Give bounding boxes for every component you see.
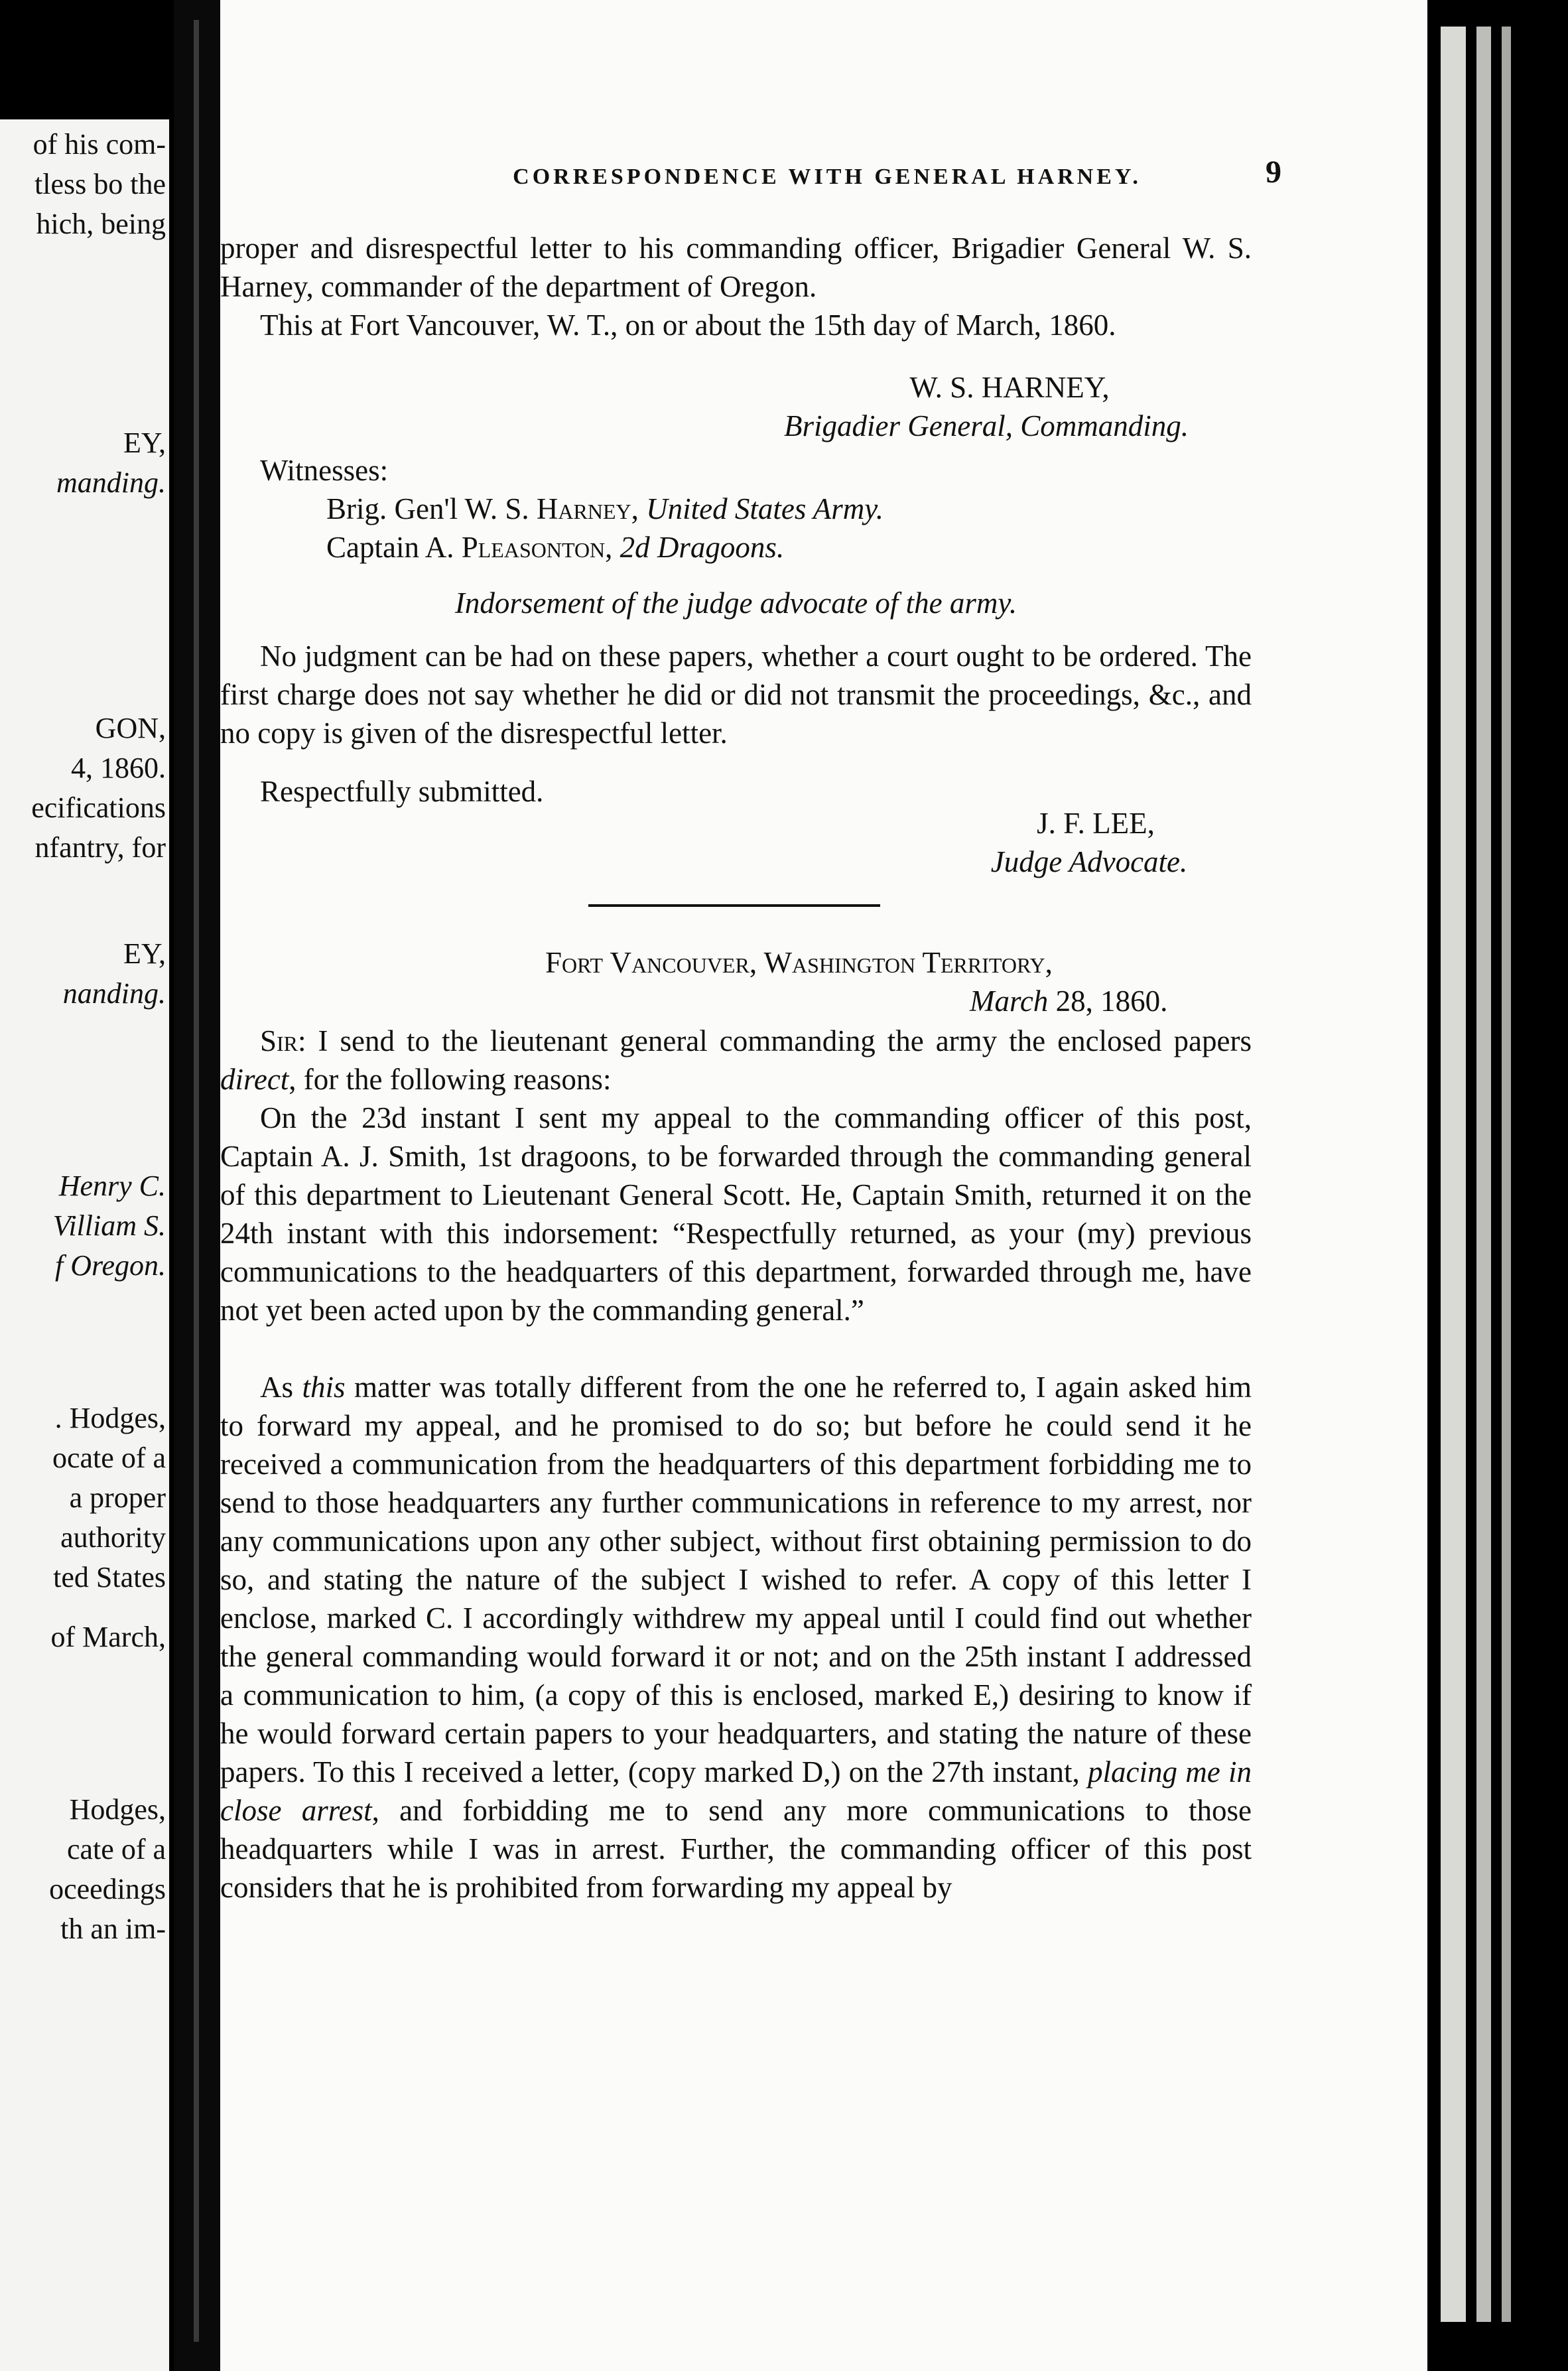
facing-page-text-fragment: GON, [95, 712, 166, 744]
indorsement-body [220, 637, 1252, 752]
salutation: Sir: [260, 1024, 306, 1057]
facing-page-text-fragment: manding. [56, 466, 166, 499]
running-head: CORRESPONDENCE WITH GENERAL HARNEY. [513, 165, 1142, 189]
letter-date [970, 982, 1167, 1020]
facing-page-text-fragment: hich, being [36, 208, 166, 240]
witness2-unit: 2d Dragoons. [620, 531, 785, 564]
witness-line-2 [326, 528, 784, 567]
letter-place: Fort Vancouver, Washington Territory, [545, 946, 1053, 979]
facing-page-text-fragment: nfantry, for [34, 831, 166, 864]
text-para1: proper and disrespectful letter to his commanding officer, Brigadier General W. S. Harney, commander of the department of Oregon. [220, 232, 1252, 303]
facing-page-text-fragment: of March, [50, 1621, 166, 1653]
signature-harney-name: W. S. HARNEY, [909, 371, 1110, 404]
witnesses-label: Witnesses: [260, 454, 389, 487]
facing-page-text-fragment: Hodges, [69, 1793, 166, 1826]
facing-page-text-fragment: . Hodges, [54, 1402, 166, 1434]
witness1-surname: Harney [536, 492, 631, 525]
p3-text-e: , and forbidding me to send any more communications to those headquarters while I was in arrest. Further, the commanding officer of this post considers that he is prohibited from forwarding my appeal by [220, 1794, 1252, 1904]
facing-page-text-fragment: ocate of a [52, 1442, 166, 1474]
facing-page-text-fragment: tless bo the [34, 168, 166, 200]
facing-page-text-fragment: f Oregon. [54, 1249, 166, 1282]
section-divider [588, 904, 880, 907]
facing-page-text-fragment: a proper [69, 1481, 166, 1514]
witness-line-1 [326, 490, 883, 528]
indorsement-heading: Indorsement of the judge advocate of the army. [454, 586, 1017, 620]
letter-paragraph-2 [220, 1099, 1252, 1329]
witness2-surname: Pleasonton [461, 531, 606, 564]
letter-paragraph-3 [220, 1368, 1252, 1907]
witness2-rank: Captain A. [326, 531, 462, 564]
witness2-sep: , [605, 531, 620, 564]
p1-text-c: , for the following reasons: [289, 1063, 612, 1096]
signature-lee-title: Judge Advocate. [990, 845, 1188, 878]
indorsement-text: No judgment can be had on these papers, whether a court ought to be ordered. The first charge does not say whether he did or did not transmit the proceedings, &c., and no copy is given of the disrespectful letter. [220, 640, 1252, 750]
letter-paragraph-1 [220, 1022, 1252, 1099]
paragraph-place-date [220, 306, 1252, 344]
paragraph-proper-letter [220, 229, 1252, 306]
p2-text: On the 23d instant I sent my appeal to the commanding officer of this post, Captain A. J. Smith, 1st dragoons, to be forwarded through the commanding general of this department to Lieutenant General Scott. He, Captain Smith, returned it on the 24th instant with this indorsement: “Respectfully returned, as your (my) previous communications to the headquarters of this department, forwarded through me, have not yet been acted upon by the commanding general.” [220, 1101, 1252, 1327]
letter-date-rest: 28, 1860. [1048, 984, 1168, 1018]
page-edge-strip-2 [1476, 27, 1491, 2322]
facing-page-text-fragment: oceedings [49, 1873, 166, 1905]
witness1-rank: Brig. Gen'l W. S. [326, 492, 537, 525]
witness1-sep: , [631, 492, 647, 525]
letter-date-month: March [970, 984, 1049, 1018]
page-number: 9 [1266, 155, 1281, 190]
page-edge-strip-3 [1502, 27, 1511, 2322]
p3-text-close-arrest: placing me in close arrest [220, 1755, 1252, 1827]
page-edge-background [1427, 0, 1568, 2371]
indorsement-closing: Respectfully submitted. [260, 775, 544, 808]
facing-page-text-fragment: ted States [53, 1561, 166, 1593]
text-para2: This at Fort Vancouver, W. T., on or about the 15th day of March, 1860. [260, 308, 1116, 342]
p3-text-a: As [260, 1371, 302, 1404]
facing-page-text-fragment: Villiam S. [52, 1209, 166, 1242]
p3-text-c: matter was totally different from the one he referred to, I again asked him to forward my appeal, and he promised to do so; but before he could send it he received a communication from the headquarters of this department forbidding me to send to those headquarters any further communications in reference to my arrest, nor any communications upon any other subject, without first obtaining permission to do so, and stating the nature of the subject I wished to refer. A copy of this letter I enclose, marked C. I accordingly withdrew my appeal until I could find out whether the general commanding would forward it or not; and on the 25th instant I addressed a communication to him, (a copy of this is enclosed, marked E,) desiring to know if he would forward certain papers to your headquarters, and stating the nature of these papers. To this I received a letter, (copy marked D,) on the 27th instant, [220, 1371, 1252, 1789]
facing-page-text-fragment: 4, 1860. [71, 752, 166, 784]
facing-page-text-fragment: Henry C. [58, 1170, 166, 1202]
facing-page-text-fragment: EY, [123, 427, 166, 459]
facing-page-text-fragment: EY, [123, 937, 166, 970]
signature-harney-title: Brigadier General, Commanding. [784, 409, 1189, 442]
facing-page-fragment [0, 119, 169, 2371]
page-edge-strip-1 [1441, 27, 1466, 2322]
facing-page-text-fragment: ecifications [31, 791, 166, 824]
witness1-unit: United States Army. [646, 492, 883, 525]
p3-text-this: this [302, 1371, 346, 1404]
facing-page-text-fragment: th an im- [60, 1913, 166, 1945]
p1-text-a: I send to the lieutenant general commanding the army the enclosed papers [306, 1024, 1252, 1057]
facing-page-text-fragment: cate of a [67, 1833, 166, 1865]
facing-page-text-fragment: of his com- [33, 128, 166, 161]
facing-page-text-fragment: nanding. [62, 977, 166, 1010]
signature-lee-name: J. F. LEE, [1037, 807, 1155, 840]
binding-shadow [194, 20, 199, 2342]
page [220, 0, 1427, 2371]
p1-text-direct: direct [220, 1063, 289, 1096]
facing-page-text-fragment: authority [60, 1521, 166, 1554]
